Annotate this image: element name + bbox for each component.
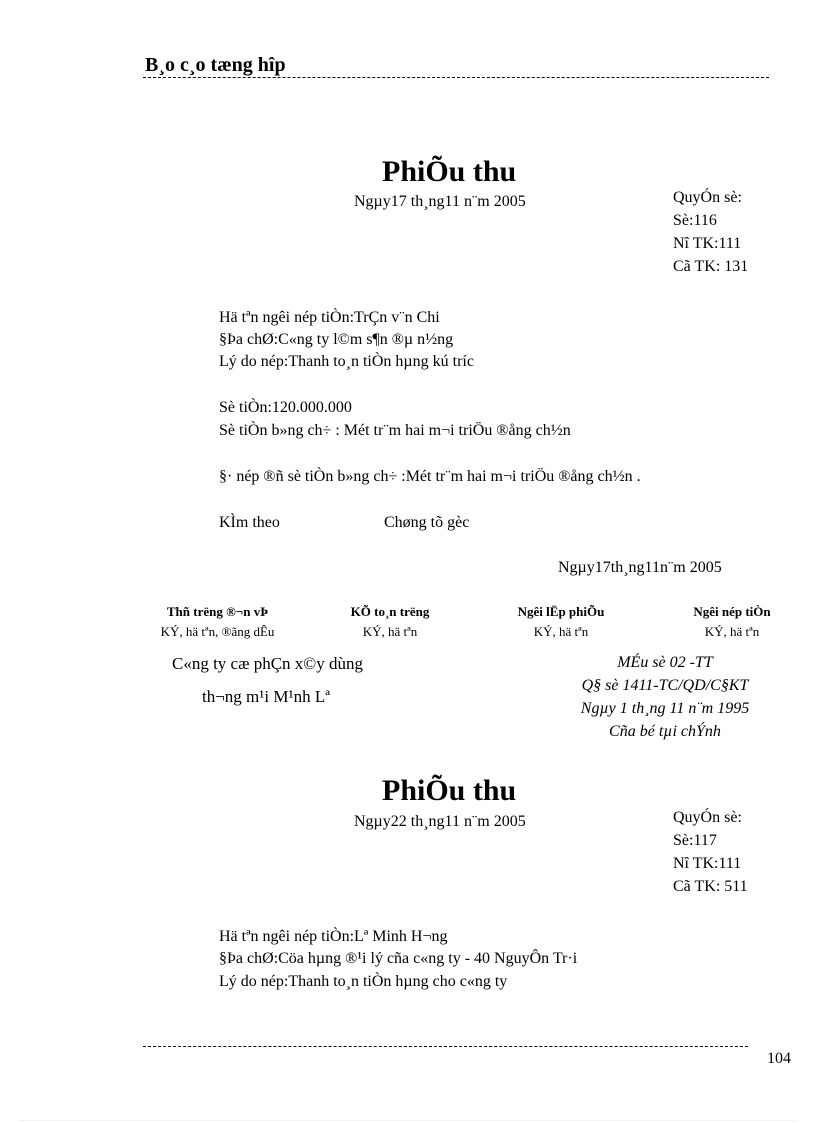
form-ref-date: Ngµy 1 th¸ng 11 n¨m 1995 (580, 700, 750, 717)
receipt2-number: Sè:117 (673, 832, 717, 849)
signer-chief-accountant-note: KÝ, hä tªn (362, 624, 418, 639)
form-ref-template: MÉu sè 02 -TT (617, 654, 713, 671)
signer-voucher-maker-note: KÝ, hä tªn (533, 624, 589, 639)
page-number: 104 (767, 1050, 791, 1067)
receipt1-debit-account: Nî TK:111 (673, 235, 742, 252)
signer-payer-note: KÝ, hä tªn (704, 624, 760, 639)
page-bottom-edge (20, 1120, 796, 1121)
receipt2-date: Ngµy22 th¸ng11 n¨m 2005 (354, 813, 526, 830)
footer-divider (143, 1046, 748, 1047)
company-name-line2: th¬ng m¹i M¹nh Lª (202, 687, 330, 706)
receipt1-sign-date: Ngµy17th¸ng11n¨m 2005 (558, 559, 722, 576)
receipt1-original-voucher: Chøng tõ gèc (384, 514, 470, 531)
receipt2-payer: Hä tªn ngêi nép tiÒn:Lª Minh H¬ng (219, 928, 448, 945)
receipt1-address: §Þa chØ:C«ng ty l©m s¶n ®µ n½ng (219, 331, 454, 348)
receipt1-book-no: QuyÓn sè: (673, 189, 742, 206)
receipt1-received-amount: §· nép ®ñ sè tiÒn b»ng ch÷ :Mét tr¨m hai m¬i triÖu ®ång ch½n . (219, 468, 641, 485)
receipt1-payer: Hä tªn ngêi nép tiÒn:TrÇn v¨n Chi (219, 309, 440, 326)
receipt1-title: PhiÕu thu (382, 155, 517, 188)
header-divider (143, 77, 769, 78)
form-ref-decision: Q§ sè 1411-TC/QD/C§KT (581, 677, 749, 694)
form-ref-issuer: Cña bé tµi chÝnh (609, 723, 721, 740)
receipt2-reason: Lý do nép:Thanh to¸n tiÒn hµng cho c«ng ty (219, 973, 508, 990)
signer-voucher-maker-title: Ngêi lËp phiÕu (517, 604, 605, 619)
receipt1-credit-account: Cã TK: 131 (673, 258, 749, 275)
receipt1-reason: Lý do nép:Thanh to¸n tiÒn hµng kú tríc (219, 353, 474, 370)
signer-unit-head-note: KÝ, hä tªn, ®ãng dÊu (160, 624, 275, 639)
receipt2-title: PhiÕu thu (382, 774, 517, 807)
company-name-line1: C«ng ty cæ phÇn x©y dùng (172, 654, 363, 673)
receipt1-number: Sè:116 (673, 212, 717, 229)
receipt1-date: Ngµy17 th¸ng11 n¨m 2005 (354, 193, 526, 210)
receipt1-amount-words: Sè tiÒn b»ng ch÷ : Mét tr¨m hai m¬i triÖu ®ång ch½n (219, 422, 571, 439)
receipt2-credit-account: Cã TK: 511 (673, 878, 748, 895)
receipt2-debit-account: Nî TK:111 (673, 855, 742, 872)
report-header-title: B¸o c¸o tæng hîp (145, 54, 286, 76)
receipt1-amount: Sè tiÒn:120.000.000 (219, 399, 352, 416)
signer-chief-accountant-title: KÕ to¸n trëng (350, 604, 430, 619)
receipt1-attached-label: KÌm theo (219, 514, 280, 531)
receipt2-book-no: QuyÓn sè: (673, 809, 742, 826)
receipt2-address: §Þa chØ:Cöa hµng ®¹i lý cña c«ng ty - 40 NguyÔn Tr·i (219, 950, 578, 967)
signer-unit-head-title: Thñ trëng ®¬n vÞ (166, 604, 269, 619)
signer-payer-title: Ngêi nép tiÒn (693, 604, 771, 619)
